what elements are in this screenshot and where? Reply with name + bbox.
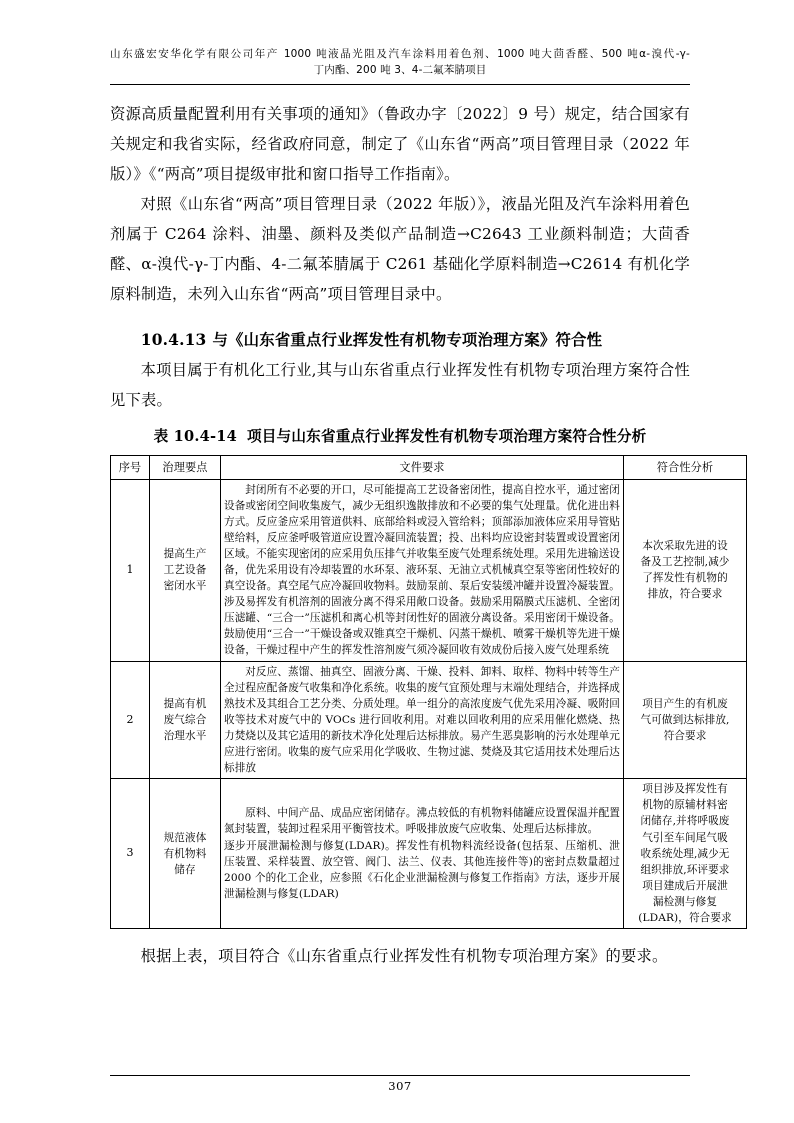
point-line: 治理水平 xyxy=(163,729,207,742)
cell-compliance xyxy=(624,661,747,779)
point-line: 提高有机 xyxy=(163,697,207,710)
page-number: 307 xyxy=(388,1079,412,1093)
compliance-line: 备及工艺控制,减少 xyxy=(640,555,730,568)
compliance-line: 收系统处理,减少无 xyxy=(640,847,730,860)
paragraph-catalog-comparison: 对照《山东省“两高”项目管理目录（2022 年版）》，液晶光阻及汽车涂料用着色剂属于 C264 涂料、油墨、颜料及类似产品制造→C2643 工业颜料制造；大茴香醛、α-溴代-γ-丁内酯、4-二氟苯腈属于 C261 基础化学原料制造→C2614 有机化学原料制造，未列入山东省“两高”项目管理目录中。 xyxy=(110,194,690,303)
point-line: 密闭水平 xyxy=(163,580,207,593)
cell-row-number: 2 xyxy=(111,661,150,779)
compliance-line: 气可做到达标排放, xyxy=(640,713,730,726)
running-header xyxy=(110,46,690,82)
table-header xyxy=(111,455,747,479)
requirement-paragraph: 对反应、蒸馏、抽真空、固液分离、干燥、投料、卸料、取样、物料中转等生产全过程应配备废气收集和净化系统。收集的废气宜预处理与末端处理结合，并选择成熟技术及其组合工艺分类、分质处理。单一组分的高浓度废气优先采用冷凝、吸附回收等技术对废气中的 VOCs 进行回收利用。对难以回收利用的应采用催化燃烧、热力焚烧以及其它适用的新技术净化处理后达标排放。易产生恶臭影响的污水处理单元应进行密闭。收集的废气应采用化学吸收、生物过滤、焚烧及其它适用技术处理后达标排放 xyxy=(224,665,620,775)
cell-row-number: 1 xyxy=(111,479,150,661)
point-line: 提高生产 xyxy=(163,547,207,560)
cell-treatment-point xyxy=(150,661,221,779)
cell-compliance xyxy=(624,479,747,661)
table-row xyxy=(111,779,747,929)
section-heading-text: 与《山东省重点行业挥发性有机物专项治理方案》符合性 xyxy=(212,330,603,349)
point-line: 规范液体 xyxy=(163,831,207,844)
point-line: 废气综合 xyxy=(163,713,207,726)
table-body xyxy=(111,479,747,929)
column-header-compliance: 符合性分析 xyxy=(624,455,747,479)
cell-treatment-point xyxy=(150,779,221,929)
compliance-line: 项目建成后开展泄 xyxy=(642,879,728,892)
cell-requirement xyxy=(221,661,624,779)
column-header-no: 序号 xyxy=(111,455,150,479)
footer-divider xyxy=(110,1075,690,1076)
cell-compliance xyxy=(624,779,747,929)
compliance-line: 本次采取先进的设 xyxy=(642,539,728,552)
running-header-line-1: 山东盛宏安华化学有限公司年产 1000 吨液晶光阻及汽车涂料用着色剂、1000 吨大茴香醛、500 吨α-溴代-γ- xyxy=(110,48,690,60)
table-caption-number: 表 10.4-14 xyxy=(153,427,237,445)
requirement-paragraph: 逐步开展泄漏检测与修复(LDAR)。挥发性有机物料流经设备(包括泵、压缩机、泄压装置、采样装置、放空管、阀门、法兰、仪表、其他连接件等)的密封点数量超过 2000 个的化工企业，应参照《石化企业泄漏检测与修复工作指南》方法，逐步开展泄漏检测与修复(LDAR) xyxy=(224,839,620,900)
column-header-requirement: 文件要求 xyxy=(221,455,624,479)
table-header-row xyxy=(111,455,747,479)
compliance-line: 排放，符合要求 xyxy=(647,588,723,601)
compliance-line: 项目涉及挥发性有 xyxy=(642,783,728,796)
compliance-line: 闭储存,并将呼吸废 xyxy=(640,815,730,828)
paragraph-policy-notice: 资源高质量配置利用有关事项的通知》（鲁政办字〔2022〕9 号）规定，结合国家有关规定和我省实际，经省政府同意，制定了《山东省“两高”项目管理目录（2022 年版）》《“两高”项目提级审批和窗口指导工作指南》。 xyxy=(110,104,690,183)
running-header-line-2: 丁内酯、200 吨 3、4-二氟苯腈项目 xyxy=(313,64,487,77)
table-row xyxy=(111,661,747,779)
vocs-compliance-table xyxy=(110,455,747,930)
page-footer xyxy=(110,1075,690,1093)
compliance-line: 气引至车间尾气吸 xyxy=(642,831,728,844)
compliance-line: 了挥发性有机物的 xyxy=(642,572,728,585)
table-caption-text: 项目与山东省重点行业挥发性有机物专项治理方案符合性分析 xyxy=(246,427,647,445)
compliance-line: 符合要求 xyxy=(663,729,707,742)
header-divider xyxy=(110,84,690,85)
cell-row-number: 3 xyxy=(111,779,150,929)
post-table-spacer xyxy=(110,929,690,941)
compliance-line: 项目产生的有机废 xyxy=(642,697,728,710)
requirement-paragraph: 原料、中间产品、成品应密闭储存。沸点较低的有机物料储罐应设置保温并配置氮封装置，装卸过程采用平衡管技术。呼吸排放废气应收集、处理后达标排放。 xyxy=(224,807,620,836)
cell-requirement xyxy=(221,779,624,929)
paragraph-conclusion: 根据上表，项目符合《山东省重点行业挥发性有机物专项治理方案》的要求。 xyxy=(140,947,668,966)
compliance-line: 漏检测与修复 xyxy=(652,895,718,908)
section-heading-number: 10.4.13 xyxy=(140,330,207,349)
point-line: 有机物料 xyxy=(163,847,207,860)
point-line: 储存 xyxy=(174,863,196,876)
column-header-point: 治理要点 xyxy=(150,455,221,479)
compliance-line: 机物的原辅材料密 xyxy=(642,799,728,812)
paragraph-industry-statement: 本项目属于有机化工行业,其与山东省重点行业挥发性有机物专项治理方案符合性见下表。 xyxy=(110,360,690,409)
section-spacer xyxy=(110,309,690,317)
compliance-line: (LDAR)，符合要求 xyxy=(638,911,732,924)
point-line: 工艺设备 xyxy=(163,564,207,577)
requirement-paragraph: 封闭所有不必要的开口，尽可能提高工艺设备密闭性，提高自控水平，通过密闭设备或密闭空间收集废气，减少无组织逸散排放和不必要的集气处理量。优化进出料方式。反应釜应采用管道供料、底部给料或浸入管给料；顶部添加液体应采用导管贴壁给料，反应釜呼吸管道应设置冷凝回流装置；投、出料均应设密封装置或设置密闭区域。不能实现密闭的应采用负压排气并收集至废气处理系统处理。采用先进输送设备，优先采用设有冷却装置的水环泵、液环泵、无油立式机械真空泵等密闭性较好的真空设备。真空尾气应冷凝回收物料。鼓励泵前、泵后安装缓冲罐并设置冷凝装置。涉及易挥发有机溶剂的固液分离不得采用敞口设备。鼓励采用隔膜式压滤机、全密闭压滤罐、“三合一”压滤机和离心机等封闭性好的固液分离设备。采用密闭干燥设备。鼓励使用“三合一”干燥设备或双锥真空干燥机、闪蒸干燥机、喷雾干燥机等先进干燥设备，干燥过程中产生的挥发性溶剂废气须冷凝回收有效成份后接入废气处理系统 xyxy=(224,483,621,657)
section-heading-10-4-13 xyxy=(110,325,690,355)
compliance-line: 组织排放,环评要求 xyxy=(640,863,730,876)
table-caption xyxy=(110,423,690,451)
cell-requirement xyxy=(221,479,624,661)
cell-treatment-point xyxy=(150,479,221,661)
table-row xyxy=(111,479,747,661)
